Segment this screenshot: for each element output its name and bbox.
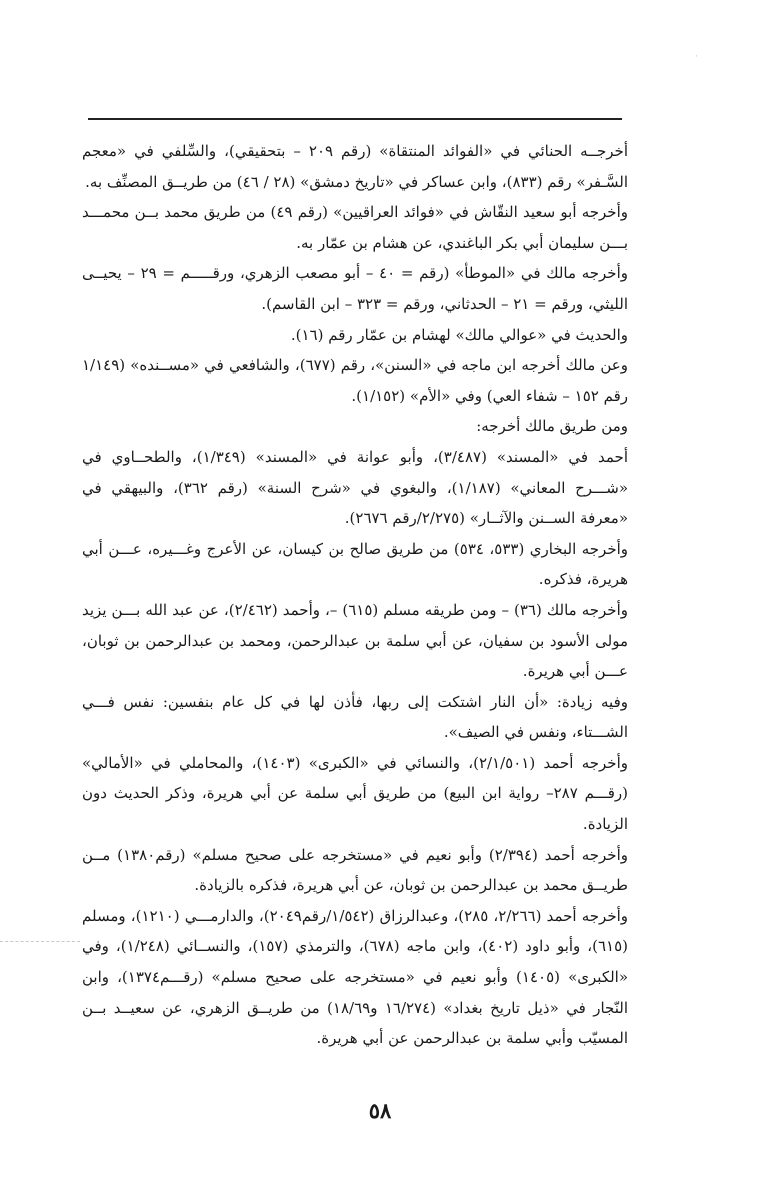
footnote-text-block [82,136,628,1054]
footnote-paragraph: والحديث في «عوالي مالك» لهشام بن عمّار رقم (١٦). [290,325,628,344]
footnote-paragraph: أحمد في «المسند» (٣/٤٨٧)، وأبو عوانة في «المسند» (١/٣٤٩)، والطحــاوي في «شـــرح المعاني» (١/١٨٧)، والبغوي في «شرح السنة» (رقم ٣٦٢)، والبيهقي في «معرفة الســنن والآثــار» (٢/٢٧٥/رقم ٢٦٧٦). [82,447,629,528]
footnote-paragraph: وأخرجه مالك في «الموطأ» (رقم = ٤٠ – أبو مصعب الزهري، ورقـــــم = ٢٩ – يحيــى الليثي، ورقم = ٢١ – الحدثاني، ورقم = ٣٢٣ – ابن القاسم). [82,264,628,313]
footnote-paragraph: وأخرجه أحمد (٢/١/٥٠١)، والنسائي في «الكبرى» (١٤٠٣)، والمحاملي في «الأمالي» (رقـــم ٢٨٧– رواية ابن البيع) من طريق أبي سلمة عن أبي هريرة، وذكر الحديث دون الزيادة. [82,753,629,834]
page-number: ٥٨ [368,1098,392,1123]
scan-artifact-mark: · [695,52,698,62]
footnote-paragraph: وأخرجه البخاري (٥٣٣، ٥٣٤) من طريق صالح بن كيسان، عن الأعرج وغـــيره، عـــن أبي هريرة، فذكره. [82,539,629,589]
footnote-paragraph: وأخرجه أبو سعيد النقّاش في «فوائد العراقيين» (رقم ٤٩) من طريق محمد بــن محمـــد بـــن سليمان أبي بكر الباغندي، عن هشام بن عمّار به. [82,203,628,252]
footnote-paragraph: وأخرجه أحمد (٢/٢٦٦، ٢٨٥)، وعبدالرزاق (١/٥٤٢/رقم٢٠٤٩)، والدارمـــي (١٢١٠)، ومسلم (٦١٥)، وأبو داود (٤٠٢)، وابن ماجه (٦٧٨)، والترمذي (١٥٧)، والنســائي (١/٢٤٨)، وفي «الكبرى» (١٤٠٥) وأبو نعيم في «مستخرجه على صحيح مسلم» (رقـــم١٣٧٤)، وابن النّجار في «ذيل تاريخ بغداد» (١٦/٢٧٤ و١٨/٦٩) من طريــق الزهري، عن سعيــد بــن المسيّب وأبي سلمة بن عبدالرحمن عن أبي هريرة. [82,906,629,1048]
footnote-paragraph: وفيه زيادة: «أن النار اشتكت إلى ربها، فأذن لها في كل عام بنفسين: نفس فـــي الشـــتاء، ونفس في الصيف». [82,692,628,742]
footnote-paragraph: وأخرجه أحمد (٢/٣٩٤) وأبو نعيم في «مستخرجه على صحيح مسلم» (رقم١٣٨٠) مــن طريــق محمد بن عبدالرحمن بن ثوبان، عن أبي هريرة، فذكره بالزيادة. [82,845,628,895]
footnote-separator-rule [88,118,622,120]
footnote-paragraph: وعن مالك أخرجه ابن ماجه في «السنن»، رقم (٦٧٧)، والشافعي في «مســنده» (١/١٤٩ رقم ١٥٢ – شفاء العي) وفي «الأم» (١/١٥٢). [82,356,628,405]
scan-margin-dash [0,941,80,942]
footnote-paragraph: وأخرجه مالك (٣٦) – ومن طريقه مسلم (٦١٥) –، وأحمد (٢/٤٦٢)، عن عبد الله بـــن يزيد مولى الأسود بن سفيان، عن أبي سلمة بن عبدالرحمن، ومحمد بن عبدالرحمن بن ثوبان، عـــن أبي هريرة. [82,600,628,681]
footnote-paragraph: ومن طريق مالك أخرجه: [476,417,628,436]
footnote-paragraph: أخرجــه الحنائي في «الفوائد المنتقاة» (رقم ٢٠٩ – بتحقيقي)، والسِّلفي في «معجم السَّـفر» رقم (٨٣٣)، وابن عساكر في «تاريخ دمشق» (٢٨ / ٤٦) من طريــق المصنِّف به. [82,142,629,191]
